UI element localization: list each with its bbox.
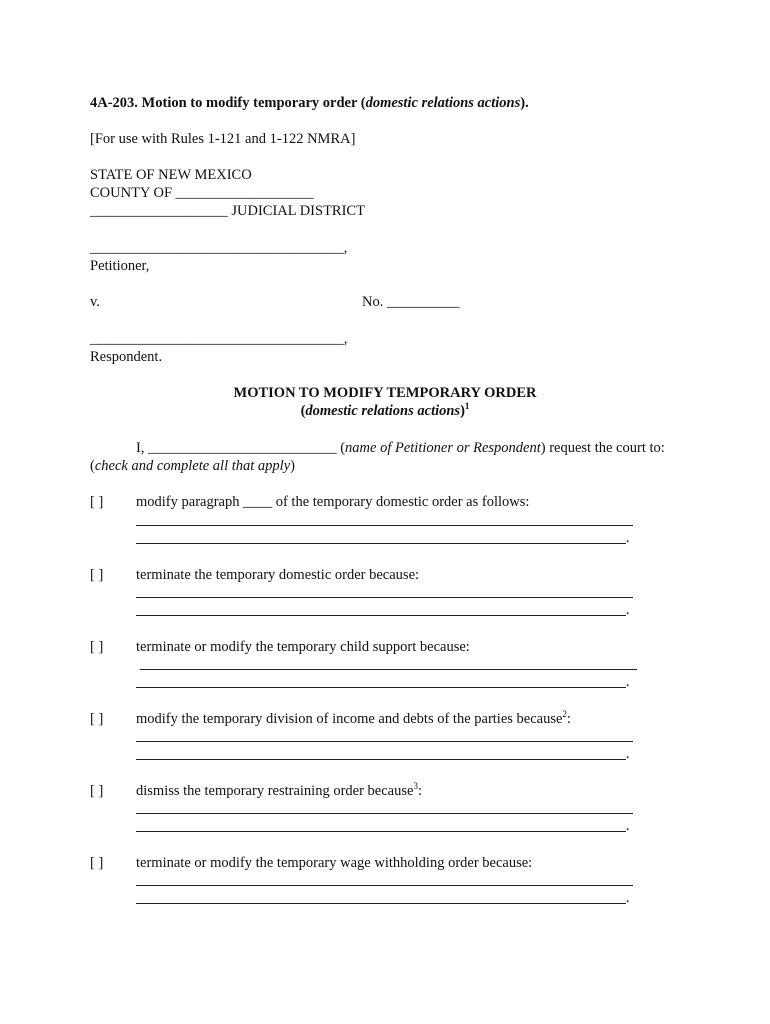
motion-subtitle: (domestic relations actions)$^1$ (300, 401, 470, 419)
intro-suffix: ) request the court to: (540, 440, 665, 456)
instruction-text: (check and complete all that apply) (90, 458, 295, 474)
heading-number: 4A-203. Motion to modify temporary order ( (90, 95, 366, 111)
answer-line[interactable] (136, 615, 626, 616)
instruction-italic: check and complete all that apply (94, 458, 291, 474)
name-hint: name of Petitioner or Respondent (345, 440, 541, 456)
line-period: . (626, 818, 630, 834)
rules-note: [For use with Rules 1-121 and 1-122 NMRA] (90, 131, 356, 147)
line-period: . (626, 890, 630, 906)
petitioner-label: Petitioner, (90, 258, 150, 274)
intro-sentence (136, 440, 665, 457)
option-wage-withholding: terminate or modify the temporary wage withholding order because: (136, 855, 533, 871)
versus-label: v. (90, 294, 100, 310)
name-field[interactable]: I, __________________________ ( (136, 440, 346, 456)
footnote-marker-3: 3 (413, 781, 418, 792)
state-label: STATE OF NEW MEXICO (90, 167, 252, 183)
county-field[interactable]: COUNTY OF ___________________ (90, 185, 314, 201)
answer-line[interactable] (136, 687, 626, 688)
answer-line[interactable] (140, 669, 637, 670)
option-restraining-order: dismiss the temporary restraining order because$^3$: (136, 781, 422, 799)
case-number-field[interactable]: No. __________ (362, 294, 460, 310)
footnote-marker-2: 2 (562, 709, 567, 720)
heading-italic: domestic relations actions (365, 95, 521, 111)
line-period: . (626, 602, 630, 618)
checkbox-terminate-order[interactable]: [ ] (90, 567, 104, 583)
checkbox-income-debts[interactable]: [ ] (90, 711, 104, 727)
petitioner-name-field[interactable]: ___________________________________, (90, 240, 348, 256)
line-period: . (626, 530, 630, 546)
answer-line[interactable] (136, 543, 626, 544)
checkbox-wage-withholding[interactable]: [ ] (90, 855, 104, 871)
answer-line[interactable] (136, 741, 633, 742)
line-period: . (626, 746, 630, 762)
motion-subtitle-italic: domestic relations actions (305, 403, 461, 419)
line-period: . (626, 674, 630, 690)
option-terminate-order: terminate the temporary domestic order because: (136, 567, 420, 583)
option-child-support: terminate or modify the temporary child support because: (136, 639, 470, 655)
answer-line[interactable] (136, 903, 626, 904)
respondent-name-field[interactable]: ___________________________________, (90, 331, 348, 347)
footnote-marker-1: 1 (464, 401, 470, 412)
answer-line[interactable] (136, 759, 626, 760)
respondent-label: Respondent. (90, 349, 163, 365)
answer-line[interactable] (136, 597, 633, 598)
checkbox-child-support[interactable]: [ ] (90, 639, 104, 655)
answer-line[interactable] (136, 813, 633, 814)
checkbox-restraining-order[interactable]: [ ] (90, 783, 104, 799)
option-income-debts: modify the temporary division of income and debts of the parties because$^2$: (136, 709, 571, 727)
district-field[interactable]: ___________________ JUDICIAL DISTRICT (90, 203, 365, 219)
option-modify-paragraph: modify paragraph ____ of the temporary domestic order as follows: (136, 494, 530, 510)
answer-line[interactable] (136, 831, 626, 832)
answer-line[interactable] (136, 885, 633, 886)
heading-end: ). (520, 95, 529, 111)
answer-line[interactable] (136, 525, 633, 526)
section-heading (90, 95, 529, 112)
checkbox-modify-paragraph[interactable]: [ ] (90, 494, 104, 510)
motion-title: MOTION TO MODIFY TEMPORARY ORDER (233, 385, 537, 401)
